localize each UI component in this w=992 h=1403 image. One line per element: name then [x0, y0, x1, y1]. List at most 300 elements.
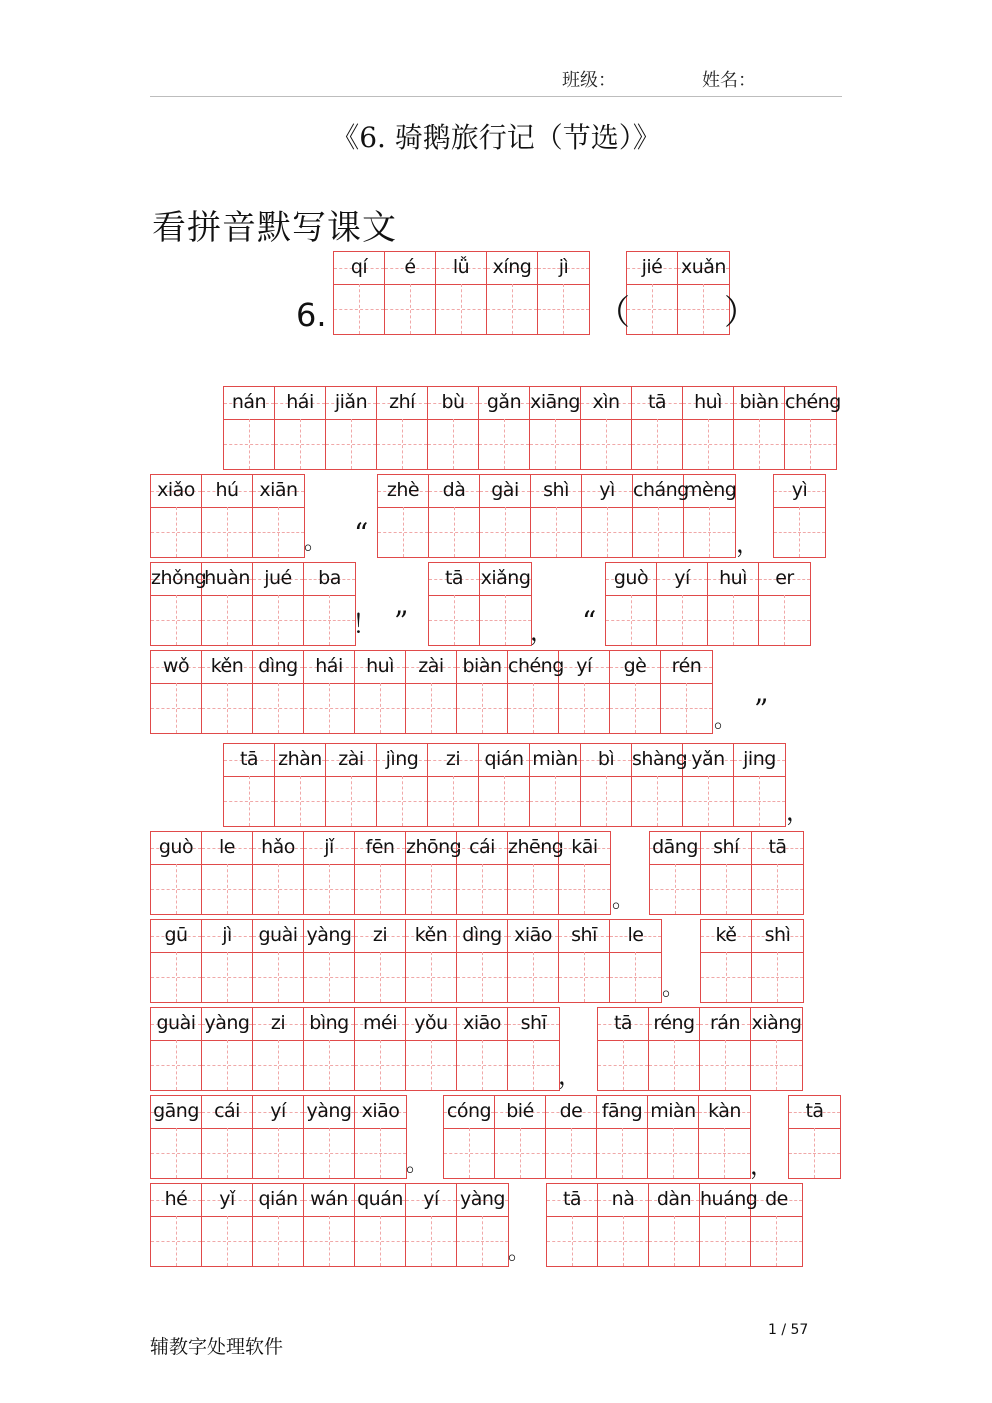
character-box[interactable] [151, 920, 202, 1002]
writing-block [443, 1095, 751, 1179]
section-heading: 看拼音默写课文 [152, 208, 397, 248]
writing-block [223, 386, 841, 470]
character-box[interactable] [487, 252, 538, 334]
grid-guide-line [380, 1040, 381, 1090]
pinyin-label: zhè [386, 479, 420, 501]
pinyin-label: xiāo [514, 924, 552, 946]
grid-guide-line [708, 776, 709, 826]
character-box[interactable] [326, 744, 377, 826]
character-box[interactable] [531, 475, 582, 557]
character-box[interactable] [789, 1096, 840, 1178]
grid-guide-line [533, 1040, 534, 1090]
character-box[interactable] [355, 651, 406, 733]
pinyin-label: zi [445, 748, 461, 770]
grid-guide-line [607, 507, 608, 557]
pinyin-label: xiāo [463, 1012, 501, 1034]
pinyin-label: shì [543, 479, 569, 501]
character-box[interactable] [429, 563, 480, 645]
grid-guide-line [402, 419, 403, 469]
character-box[interactable] [253, 1008, 304, 1090]
character-box[interactable] [378, 475, 429, 557]
character-box[interactable] [751, 1008, 802, 1090]
character-box[interactable] [304, 832, 355, 914]
character-box[interactable] [304, 1184, 355, 1266]
character-box[interactable] [508, 832, 564, 914]
class-label: 班级： [562, 70, 616, 91]
character-box[interactable] [581, 744, 632, 826]
comma-mark: ， [530, 618, 554, 646]
character-box[interactable] [759, 563, 810, 645]
pinyin-label: kàn [708, 1100, 741, 1122]
character-box[interactable] [429, 475, 480, 557]
pinyin-label: shī [520, 1012, 547, 1034]
character-box[interactable] [546, 1096, 597, 1178]
pinyin-label: tā [805, 1100, 824, 1122]
pinyin-label: é [404, 256, 416, 278]
pinyin-label: guò [158, 836, 194, 858]
writing-block [150, 1183, 509, 1267]
character-box[interactable] [683, 387, 734, 469]
pinyin-label: jing [743, 748, 776, 770]
grid-guide-line [380, 952, 381, 1002]
writing-block [546, 1183, 803, 1267]
grid-guide-line [622, 1128, 623, 1178]
pinyin-label: biàn [739, 391, 779, 413]
character-box[interactable] [597, 1096, 648, 1178]
character-box[interactable] [633, 475, 689, 557]
grid-guide-line [482, 683, 483, 733]
grid-guide-line [505, 595, 506, 645]
grid-guide-line [329, 683, 330, 733]
grid-guide-line [584, 952, 585, 1002]
character-box[interactable] [385, 252, 436, 334]
pinyin-label: qián [258, 1188, 298, 1210]
pinyin-label: jié [641, 256, 663, 278]
character-box[interactable] [334, 252, 385, 334]
grid-guide-line [329, 1040, 330, 1090]
grid-guide-line [227, 683, 228, 733]
grid-guide-line [410, 284, 411, 334]
pinyin-label: zhōng [406, 836, 462, 858]
pinyin-label: qián [484, 748, 524, 770]
grid-guide-line [657, 776, 658, 826]
writing-block [150, 919, 662, 1003]
character-box[interactable] [657, 563, 708, 645]
character-box[interactable] [480, 563, 531, 645]
pinyin-label: tā [647, 391, 667, 413]
grid-guide-line [658, 507, 659, 557]
grid-guide-line [380, 683, 381, 733]
character-box[interactable] [632, 387, 683, 469]
writing-block [150, 650, 713, 734]
writing-block [597, 1007, 803, 1091]
pinyin-label: shí [713, 836, 739, 858]
pinyin-label: dìng [258, 655, 298, 677]
character-box[interactable] [508, 920, 559, 1002]
pinyin-label: xíng [492, 256, 532, 278]
character-box[interactable] [151, 563, 207, 645]
character-box[interactable] [406, 651, 457, 733]
character-box[interactable] [479, 744, 530, 826]
grid-guide-line [461, 284, 462, 334]
character-box[interactable] [326, 387, 377, 469]
character-box[interactable] [304, 1096, 355, 1178]
character-box[interactable] [428, 744, 479, 826]
grid-guide-line [623, 1216, 624, 1266]
character-box[interactable] [304, 651, 355, 733]
pinyin-label: yì [599, 479, 615, 501]
header-divider [150, 96, 842, 97]
open-quote-mark: “ [354, 517, 369, 550]
character-box[interactable] [774, 475, 825, 557]
grid-guide-line [227, 595, 228, 645]
pinyin-label: yí [423, 1188, 439, 1210]
character-box[interactable] [444, 1096, 495, 1178]
open-paren: （ [596, 293, 630, 333]
character-box[interactable] [701, 920, 752, 1002]
pinyin-label: gè [623, 655, 647, 677]
character-box[interactable] [734, 744, 785, 826]
writing-block [605, 562, 811, 646]
grid-guide-line [635, 952, 636, 1002]
lesson-number: 6. [296, 296, 327, 334]
pinyin-label: fāng [601, 1100, 643, 1122]
character-box[interactable] [355, 1184, 406, 1266]
character-box[interactable] [559, 832, 610, 914]
character-box[interactable] [606, 563, 657, 645]
character-box[interactable] [479, 387, 530, 469]
character-box[interactable] [457, 1008, 508, 1090]
character-box[interactable] [202, 1096, 253, 1178]
grid-guide-line [584, 683, 585, 733]
character-box[interactable] [661, 651, 712, 733]
character-box[interactable] [253, 475, 304, 557]
grid-guide-line [777, 952, 778, 1002]
grid-guide-line [227, 952, 228, 1002]
grid-guide-line [555, 776, 556, 826]
character-box[interactable] [253, 920, 304, 1002]
pinyin-label: hé [164, 1188, 188, 1210]
grid-guide-line [329, 952, 330, 1002]
grid-guide-line [799, 507, 800, 557]
character-box[interactable] [304, 563, 355, 645]
writing-block [649, 831, 804, 915]
pinyin-label: huì [366, 655, 394, 677]
pinyin-label: nán [231, 391, 267, 413]
character-box[interactable] [457, 651, 508, 733]
character-box[interactable] [377, 387, 428, 469]
pinyin-label: ba [318, 567, 341, 589]
pinyin-label: gǎn [486, 391, 522, 413]
grid-guide-line [329, 1216, 330, 1266]
character-box[interactable] [224, 744, 275, 826]
character-box[interactable] [253, 563, 304, 645]
character-box[interactable] [648, 1096, 699, 1178]
grid-guide-line [176, 1216, 177, 1266]
character-box[interactable] [202, 563, 253, 645]
pinyin-label: le [627, 924, 644, 946]
grid-guide-line [726, 864, 727, 914]
pinyin-label: huì [719, 567, 747, 589]
character-box[interactable] [610, 651, 661, 733]
character-box[interactable] [406, 832, 462, 914]
pinyin-label: xiǎng [480, 567, 531, 589]
character-box[interactable] [436, 252, 487, 334]
pinyin-label: kěn [210, 655, 244, 677]
character-box[interactable] [480, 475, 531, 557]
pinyin-label: quán [357, 1188, 403, 1210]
grid-guide-line [606, 419, 607, 469]
character-box[interactable] [275, 744, 326, 826]
character-box[interactable] [632, 744, 688, 826]
character-box[interactable] [202, 475, 253, 557]
character-box[interactable] [530, 744, 581, 826]
character-box[interactable] [508, 651, 564, 733]
character-box[interactable] [202, 1008, 253, 1090]
character-box[interactable] [650, 832, 701, 914]
character-box[interactable] [275, 387, 326, 469]
grid-guide-line [657, 419, 658, 469]
pinyin-label: fēn [365, 836, 395, 858]
pinyin-label: yí [576, 655, 592, 677]
character-box[interactable] [406, 1184, 457, 1266]
grid-guide-line [329, 595, 330, 645]
grid-guide-line [726, 952, 727, 1002]
character-box[interactable] [304, 920, 355, 1002]
character-box[interactable] [224, 387, 275, 469]
character-box[interactable] [734, 387, 785, 469]
character-box[interactable] [547, 1184, 598, 1266]
writing-block [377, 474, 736, 558]
pinyin-label: cái [214, 1100, 240, 1122]
pinyin-label: guò [613, 567, 649, 589]
grid-guide-line [278, 1216, 279, 1266]
grid-guide-line [572, 1216, 573, 1266]
pinyin-label: le [219, 836, 235, 858]
character-box[interactable] [457, 1184, 508, 1266]
pinyin-label: yǒu [414, 1012, 448, 1034]
grid-guide-line [249, 419, 250, 469]
character-box[interactable] [627, 252, 678, 334]
grid-guide-line [635, 683, 636, 733]
period-mark: 。 [714, 708, 737, 733]
grid-guide-line [725, 1040, 726, 1090]
character-box[interactable] [598, 1008, 649, 1090]
character-box[interactable] [457, 920, 508, 1002]
character-box[interactable] [684, 475, 735, 557]
pinyin-label: huáng [700, 1188, 758, 1210]
pinyin-label: jì [222, 924, 232, 946]
page-indicator: 1 / 57 [768, 1322, 809, 1338]
grid-guide-line [725, 1216, 726, 1266]
character-box[interactable] [202, 651, 253, 733]
character-box[interactable] [253, 1096, 304, 1178]
character-box[interactable] [700, 1008, 751, 1090]
pinyin-label: guài [156, 1012, 196, 1034]
grid-guide-line [176, 595, 177, 645]
character-box[interactable] [700, 1184, 758, 1266]
character-box[interactable] [151, 1008, 202, 1090]
pinyin-label: dàn [656, 1188, 692, 1210]
pinyin-label: gài [491, 479, 519, 501]
character-box[interactable] [355, 832, 406, 914]
grid-guide-line [431, 864, 432, 914]
period-mark: 。 [612, 888, 635, 913]
grid-guide-line [278, 595, 279, 645]
grid-guide-line [278, 952, 279, 1002]
grid-guide-line [380, 1216, 381, 1266]
pinyin-label: méi [363, 1012, 397, 1034]
pinyin-label: jì [558, 256, 569, 278]
character-box[interactable] [751, 1184, 802, 1266]
pinyin-label: yàng [204, 1012, 250, 1034]
pinyin-label: guài [258, 924, 298, 946]
grid-guide-line [533, 952, 534, 1002]
character-box[interactable] [151, 1184, 202, 1266]
grid-guide-line [555, 419, 556, 469]
character-box[interactable] [649, 1184, 700, 1266]
grid-guide-line [682, 595, 683, 645]
comma-mark: ， [786, 798, 810, 826]
grid-guide-line [533, 683, 534, 733]
pinyin-label: zhàn [278, 748, 322, 770]
pinyin-label: jìng [385, 748, 419, 770]
character-box[interactable] [202, 1184, 253, 1266]
grid-guide-line [673, 1128, 674, 1178]
comma-mark: ， [558, 1062, 582, 1090]
pinyin-label: zài [338, 748, 364, 770]
grid-guide-line [776, 1216, 777, 1266]
character-box[interactable] [202, 832, 253, 914]
character-box[interactable] [530, 387, 581, 469]
grid-guide-line [431, 683, 432, 733]
grid-guide-line [533, 864, 534, 914]
grid-guide-line [176, 864, 177, 914]
grid-guide-line [784, 595, 785, 645]
character-box[interactable] [355, 920, 406, 1002]
grid-guide-line [776, 1040, 777, 1090]
character-box[interactable] [457, 832, 508, 914]
pinyin-label: xiāo [361, 1100, 400, 1122]
pinyin-label: xiǎo [157, 479, 195, 501]
exclaim-mark: ！ [352, 610, 379, 640]
grid-guide-line [278, 1128, 279, 1178]
pinyin-label: zài [418, 655, 444, 677]
grid-guide-line [482, 1216, 483, 1266]
character-box[interactable] [752, 832, 803, 914]
character-box[interactable] [253, 651, 304, 733]
pinyin-label: rén [671, 655, 702, 677]
grid-guide-line [380, 864, 381, 914]
character-box[interactable] [610, 920, 661, 1002]
character-box[interactable] [202, 920, 253, 1002]
character-box[interactable] [151, 832, 202, 914]
grid-guide-line [686, 683, 687, 733]
writing-block [150, 474, 305, 558]
pinyin-label: yí [674, 567, 690, 589]
character-box[interactable] [581, 387, 632, 469]
character-box[interactable] [377, 744, 428, 826]
grid-guide-line [482, 952, 483, 1002]
pinyin-label: mèng [684, 479, 737, 501]
pinyin-label: hǎo [261, 836, 295, 858]
grid-guide-line [631, 595, 632, 645]
character-box[interactable] [559, 920, 610, 1002]
grid-guide-line [556, 507, 557, 557]
character-box[interactable] [752, 920, 803, 1002]
grid-guide-line [674, 1216, 675, 1266]
grid-guide-line [431, 1040, 432, 1090]
character-box[interactable] [683, 744, 734, 826]
character-box[interactable] [582, 475, 633, 557]
character-box[interactable] [151, 1096, 202, 1178]
grid-guide-line [227, 1040, 228, 1090]
pinyin-label: kěn [414, 924, 448, 946]
character-box[interactable] [406, 920, 457, 1002]
grid-guide-line [329, 1128, 330, 1178]
grid-guide-line [329, 864, 330, 914]
character-box[interactable] [304, 1008, 355, 1090]
pinyin-label: xiān [259, 479, 298, 501]
grid-guide-line [402, 776, 403, 826]
character-box[interactable] [508, 1008, 559, 1090]
character-box[interactable] [253, 1184, 304, 1266]
pinyin-label: yàng [306, 1100, 352, 1122]
grid-guide-line [777, 864, 778, 914]
character-box[interactable] [406, 1008, 457, 1090]
character-box[interactable] [649, 1008, 700, 1090]
grid-guide-line [176, 952, 177, 1002]
grid-guide-line [454, 507, 455, 557]
character-box[interactable] [785, 387, 841, 469]
period-mark: 。 [304, 530, 327, 555]
grid-guide-line [733, 595, 734, 645]
grid-guide-line [505, 507, 506, 557]
grid-guide-line [623, 1040, 624, 1090]
character-box[interactable] [151, 651, 202, 733]
pinyin-label: dāng [652, 836, 698, 858]
character-box[interactable] [699, 1096, 750, 1178]
pinyin-label: biàn [462, 655, 502, 677]
character-box[interactable] [538, 252, 589, 334]
pinyin-label: er [775, 567, 794, 589]
comma-mark: ， [736, 530, 760, 558]
pinyin-label: xiāng [530, 391, 580, 413]
character-box[interactable] [495, 1096, 546, 1178]
character-box[interactable] [428, 387, 479, 469]
character-box[interactable] [355, 1008, 406, 1090]
pinyin-label: réng [653, 1012, 695, 1034]
character-box[interactable] [151, 475, 202, 557]
open-quote-mark: “ [582, 605, 597, 638]
pinyin-label: chéng [508, 655, 564, 677]
comma-mark: ， [750, 1152, 774, 1180]
character-box[interactable] [598, 1184, 649, 1266]
writing-block [150, 1095, 407, 1179]
pinyin-label: de [559, 1100, 583, 1122]
footer-software: 辅教字处理软件 [150, 1336, 284, 1358]
pinyin-label: hái [286, 391, 314, 413]
character-box[interactable] [559, 651, 610, 733]
grid-guide-line [563, 284, 564, 334]
character-box[interactable] [708, 563, 759, 645]
character-box[interactable] [678, 252, 729, 334]
character-box[interactable] [701, 832, 752, 914]
character-box[interactable] [355, 1096, 406, 1178]
character-box[interactable] [253, 832, 304, 914]
pinyin-label: cháng [633, 479, 689, 501]
pinyin-label: huì [694, 391, 722, 413]
